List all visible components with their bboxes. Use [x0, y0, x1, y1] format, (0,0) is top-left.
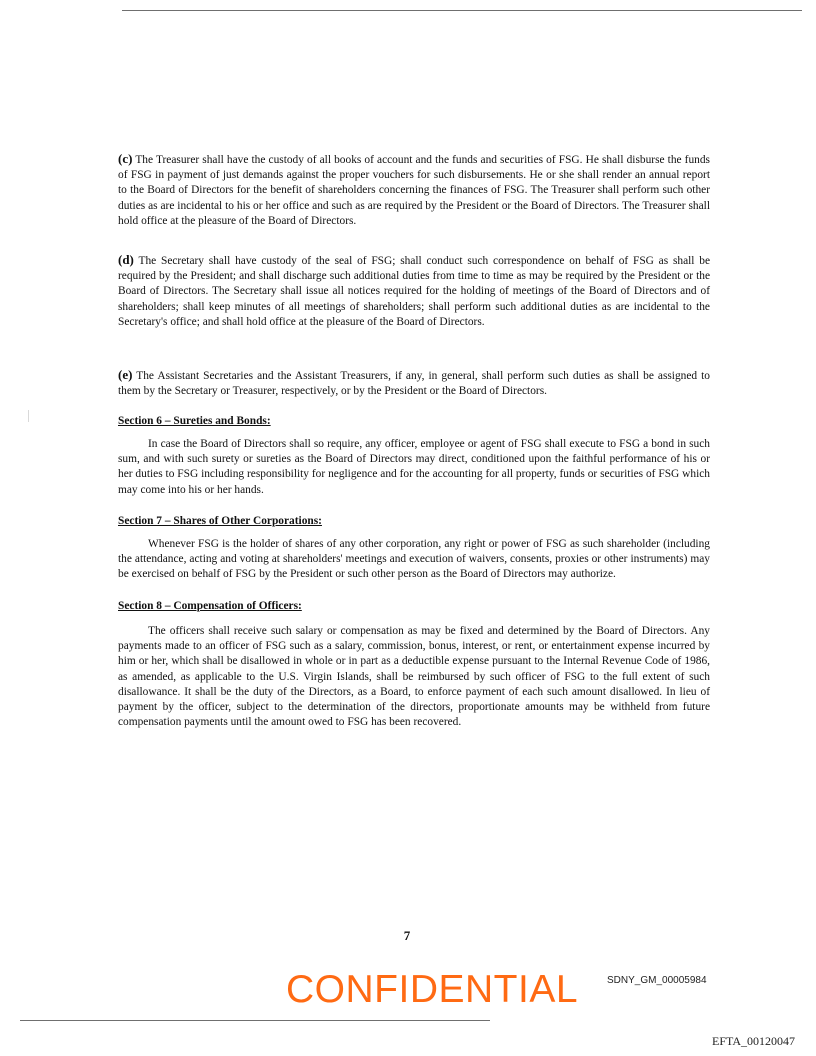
top-rule [122, 10, 802, 11]
paragraph-letter: (c) [118, 151, 133, 166]
paragraph-text: The Treasurer shall have the custody of all books of account and the funds and securities of FSG. He shall disburse the funds of FSG in payment of just demands against the proper vouchers for such disbursements. He or she shall render an annual report to the Board of Directors for the benefit of shareholders concerning the finances of FSG. The Treasurer shall perform such other duties as are incidental to his or her office and such as are required by the President or the Board of Directors. The Treasurer shall hold office at the pleasure of the Board of Directors. [118, 154, 710, 227]
bottom-rule [20, 1020, 490, 1021]
efta-number: EFTA_00120047 [712, 1034, 796, 1048]
section-7-heading: Section 7 – Shares of Other Corporations: [118, 515, 322, 527]
section-8-heading: Section 8 – Compensation of Officers: [118, 600, 302, 612]
confidential-stamp: CONFIDENTIAL [286, 968, 579, 1011]
page-number: 7 [403, 928, 411, 943]
section-6-text: In case the Board of Directors shall so require, any officer, employee or agent of FSG shall execute to FSG a bond in such sum, and with such surety or sureties as the Board of Directors may direct, conditioned upon the faithful performance of his or her duties to FSG including responsibility for negligence and for the accounting for all property, funds or securities of FSG which may come into his or her hands. [118, 438, 710, 496]
paragraph-text: The Assistant Secretaries and the Assistant Treasurers, if any, in general, shall perform such duties as shall be assigned to them by the Secretary or Treasurer, respectively, or by the President or the Board of Directors. [118, 370, 710, 398]
paragraph-letter: (d) [118, 252, 134, 267]
section-8-text: The officers shall receive such salary or compensation as may be fixed and determined by the Board of Directors. Any payments made to an officer of FSG such as a salary, commission, bonus, interest, or rent, or entertainment expense incurred by him or her, which shall be disallowed in whole or in part as a deductible expense pursuant to the Internal Revenue Code of 1986, as amended, as applicable to the U.S. Virgin Islands, shall be reimbursed by such officer of FSG to the full extent of such disallowance. It shall be the duty of the Directors, as a Board, to enforce payment of each such amount disallowed. In lieu of payment by the officer, subject to the determination of the directors, proportionate amounts may be withheld from future compensation payments until the amount owed to FSG has been recovered. [118, 625, 710, 729]
section-6-heading: Section 6 – Sureties and Bonds: [118, 415, 271, 427]
paragraph-letter: (e) [118, 367, 133, 382]
paragraph-d [118, 252, 710, 330]
paragraph-text: The Secretary shall have custody of the seal of FSG; shall conduct such correspondence on behalf of FSG as shall be required by the President; and shall discharge such additional duties from time to time as may be required by the President or the Board of Directors. The Secretary shall issue all notices required for the holding of meetings of the Board of Directors and of shareholders; shall keep minutes of all meetings of shareholders; shall perform such additional duties as are incidental to the Secretary's office; and shall hold office at the pleasure of the Board of Directors. [118, 255, 710, 328]
margin-mark [28, 410, 29, 422]
paragraph-c [118, 151, 710, 229]
section-7-text: Whenever FSG is the holder of shares of any other corporation, any right or power of FSG as such shareholder (including the attendance, acting and voting at shareholders' meetings and execution of waivers, consents, proxies or other instruments) may be exercised on behalf of FSG by the President or such other person as the Board of Directors may authorize. [118, 538, 710, 581]
paragraph-e [118, 367, 710, 399]
bates-number: SDNY_GM_00005984 [607, 975, 707, 986]
